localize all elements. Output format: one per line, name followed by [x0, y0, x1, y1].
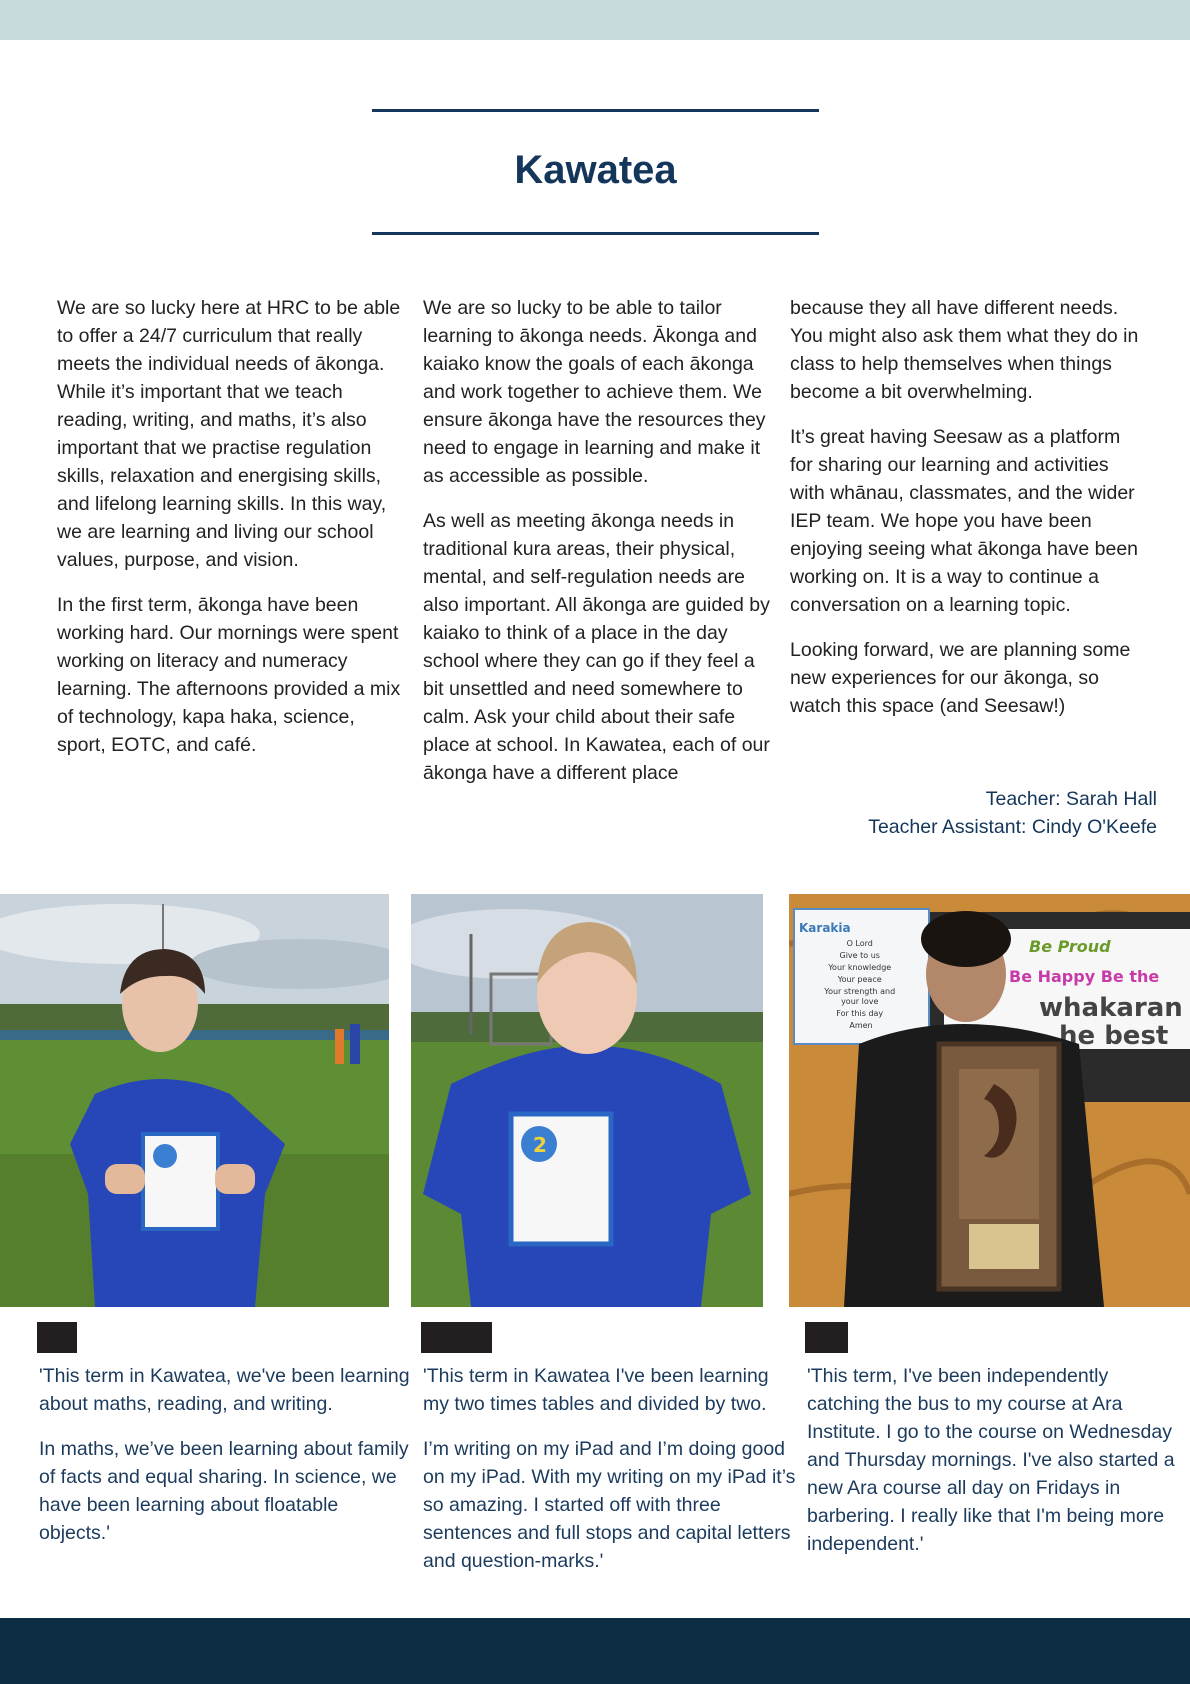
karakia-line: Give to us: [839, 951, 880, 960]
redacted-name-box: [37, 1322, 77, 1353]
karakia-line: Your peace: [837, 975, 882, 984]
karakia-line: For this day: [836, 1009, 884, 1018]
certificate-place: 2: [533, 1133, 547, 1157]
article-column-3: [790, 294, 1140, 737]
karakia-line: O Lord: [846, 939, 873, 948]
article-paragraph: It’s great having Seesaw as a platform for sharing our learning and activities with whānau, classmates, and the wider IEP team. We hope you have been enjoying seeing what ākonga have been working on. It is a way to continue a conversation on a learning topic.: [790, 426, 1139, 616]
redacted-name-box: [421, 1322, 492, 1353]
student-photo-3: [789, 894, 1190, 1307]
article-paragraph: Looking forward, we are planning some new experiences for our ākonga, so watch this space (and Seesaw!): [790, 639, 1131, 717]
karakia-line: Amen: [849, 1021, 873, 1030]
article-paragraph: because they all have different needs. You might also ask them what they do in class to help themselves when things become a bit overwhelming.: [790, 297, 1139, 403]
article-paragraph: We are so lucky to be able to tailor learning to ākonga needs. Ākonga and kaiako know the goals of each ākonga and work together to achieve them. We ensure ākonga have the resources they need to engage in learning and make it as accessible as possible.: [423, 297, 766, 487]
student-quote-3: [807, 1362, 1182, 1575]
poster-banner: Be Proud: [1029, 937, 1111, 956]
page-title: Kawatea: [514, 148, 677, 192]
poster-banner: he best: [1059, 1021, 1169, 1051]
poster-heading: Karakia: [799, 921, 851, 935]
student-quote-1: [39, 1362, 414, 1564]
article-column-1: [57, 294, 407, 776]
poster-banner: Be Happy Be the: [1009, 967, 1160, 986]
quote-paragraph: I’m writing on my iPad and I’m doing good on my iPad. With my writing on my iPad it’s so amazing. I started off with three sentences and full stops and capital letters and question-marks.': [423, 1438, 796, 1572]
karakia-line: Your strength and: [824, 987, 896, 996]
article-paragraph: As well as meeting ākonga needs in traditional kura areas, their physical, mental, and self-regulation needs are also important. All ākonga are guided by kaiako to think of a place in the day school where they can go if they feel a bit unsettled and need somewhere to calm. Ask your child about their safe place at school. In Kawatea, each of our ākonga have a different place: [423, 510, 770, 784]
quote-paragraph: In maths, we’ve been learning about family of facts and equal sharing. In science, we have been learning about floatable objects.': [39, 1438, 409, 1544]
title-rule-bottom: [372, 232, 819, 235]
quote-paragraph: 'This term, I've been independently catching the bus to my course at Ara Institute. I go to the course on Wednesday and Thursday mornings. I've also started a new Ara course all day on Fridays in barbering. I really like that I'm being more independent.': [807, 1365, 1175, 1555]
bottom-color-band: [0, 1618, 1190, 1684]
assistant-signature: Teacher Assistant: Cindy O'Keefe: [868, 816, 1157, 838]
teacher-signature: Teacher: Sarah Hall: [985, 788, 1157, 810]
top-color-band: [0, 0, 1190, 40]
student-photo-1: [0, 894, 389, 1307]
article-paragraph: In the first term, ākonga have been working hard. Our mornings were spent working on literacy and numeracy learning. The afternoons provided a mix of technology, kapa haka, science, sport, EOTC, and café.: [57, 594, 401, 756]
title-rule-top: [372, 109, 819, 112]
student-photo-2: [411, 894, 763, 1307]
article-paragraph: We are so lucky here at HRC to be able to offer a 24/7 curriculum that really meets the individual needs of ākonga. While it’s important that we teach reading, writing, and maths, it’s also important that we practise regulation skills, relaxation and energising skills, and lifelong learning skills. In this way, we are learning and living our school values, purpose, and vision.: [57, 297, 401, 571]
karakia-line: your love: [841, 997, 879, 1006]
redacted-name-box: [805, 1322, 848, 1353]
student-quote-2: [423, 1362, 798, 1592]
karakia-line: Your knowledge: [828, 963, 892, 972]
quote-paragraph: 'This term in Kawatea I've been learning my two times tables and divided by two.: [423, 1365, 769, 1415]
quote-paragraph: 'This term in Kawatea, we've been learning about maths, reading, and writing.: [39, 1365, 410, 1415]
poster-banner: whakaran: [1039, 993, 1183, 1023]
article-column-2: [423, 294, 773, 804]
